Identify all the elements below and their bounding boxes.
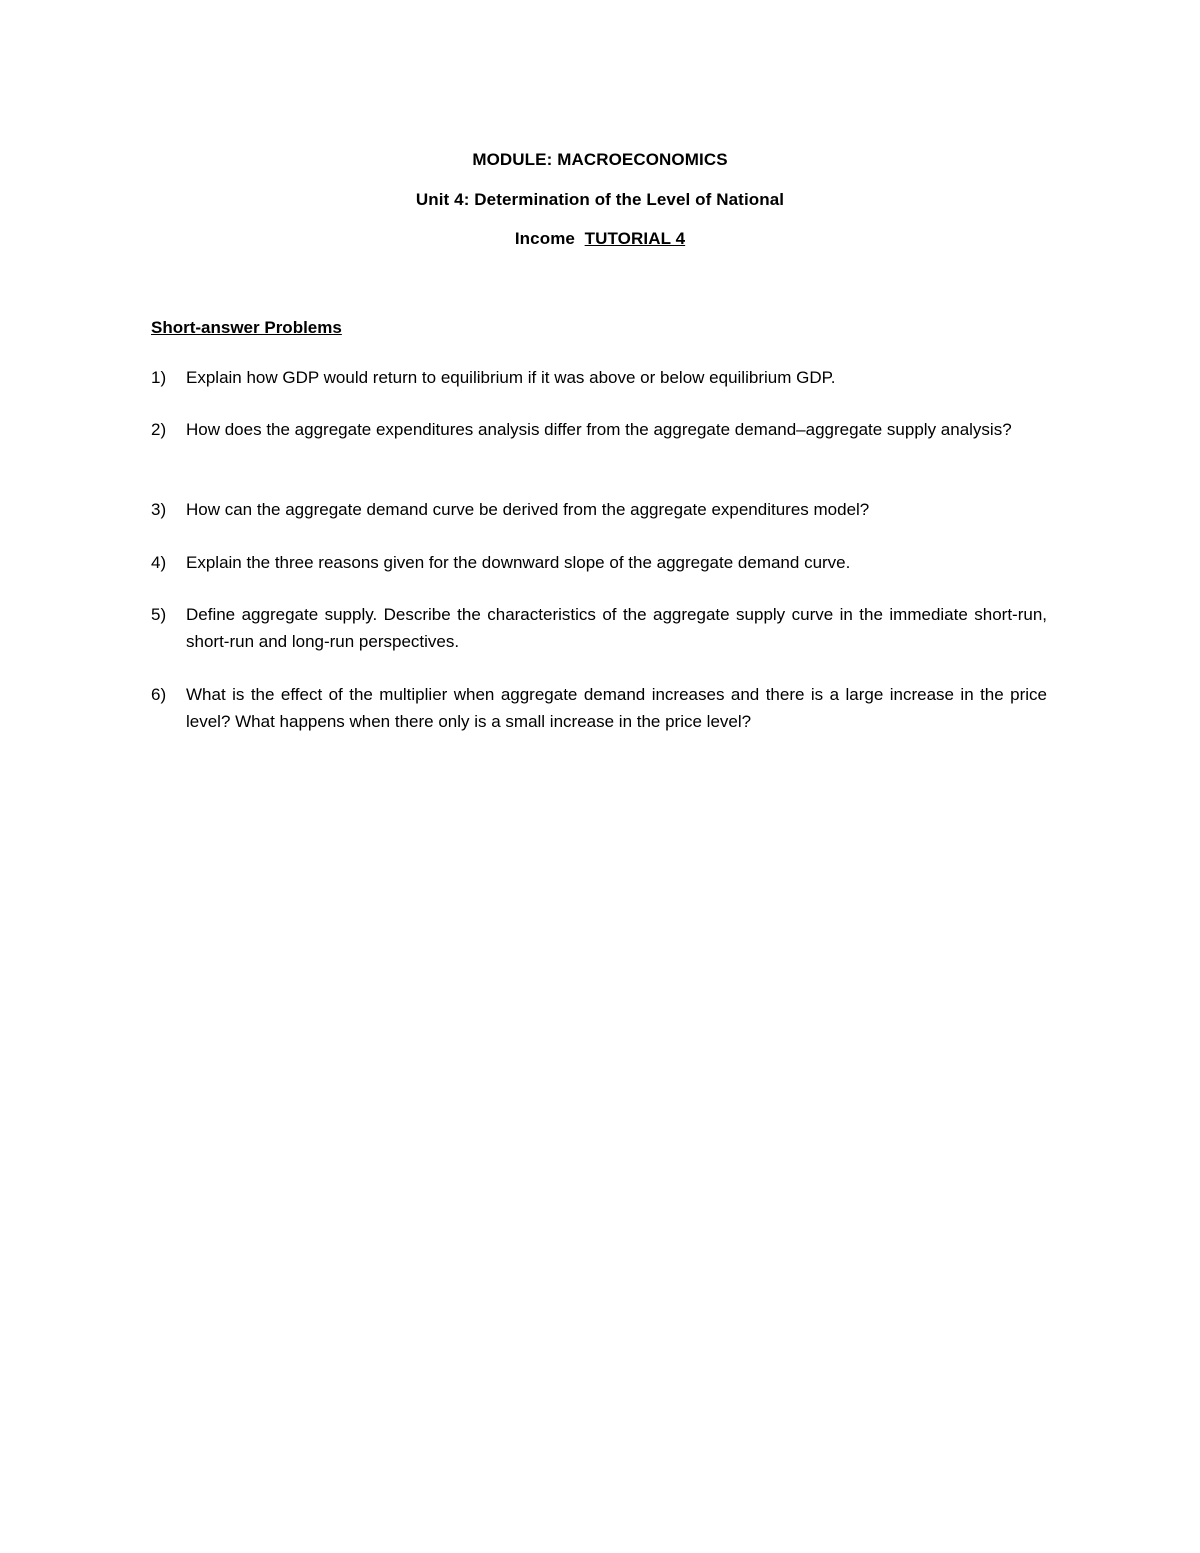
question-number: 3) — [151, 500, 167, 519]
module-title: MODULE: MACROECONOMICS — [472, 150, 728, 169]
question-item — [151, 416, 1047, 443]
question-number: 6) — [151, 685, 167, 704]
question-item — [151, 681, 1047, 735]
question-text: Explain the three reasons given for the downward slope of the aggregate demand curve. — [186, 553, 851, 572]
tutorial-label: TUTORIAL 4 — [584, 229, 686, 248]
question-text: Explain how GDP would return to equilibrium if it was above or below equilibrium GDP. — [186, 368, 836, 387]
income-word: Income — [514, 229, 575, 248]
unit-title: Unit 4: Determination of the Level of National — [415, 190, 785, 209]
question-number: 2) — [151, 420, 167, 439]
question-item — [151, 364, 1047, 391]
question-number: 1) — [151, 368, 167, 387]
question-item — [151, 549, 1047, 576]
question-item — [151, 601, 1047, 655]
question-number: 4) — [151, 553, 167, 572]
section-title: Short-answer Problems — [151, 318, 342, 337]
question-text: How can the aggregate demand curve be derived from the aggregate expenditures model? — [186, 500, 870, 519]
question-text: How does the aggregate expenditures analysis differ from the aggregate demand–aggregate supply analysis? — [186, 420, 1012, 439]
tutorial-line — [0, 229, 1200, 249]
question-number: 5) — [151, 605, 167, 624]
question-text: Define aggregate supply. Describe the characteristics of the aggregate supply curve in the immediate short-run, short-run and long-run perspectives. — [186, 605, 1047, 651]
question-text: What is the effect of the multiplier when aggregate demand increases and there is a large increase in the price level? What happens when there only is a small increase in the price level? — [186, 685, 1047, 731]
question-item — [151, 496, 1047, 523]
